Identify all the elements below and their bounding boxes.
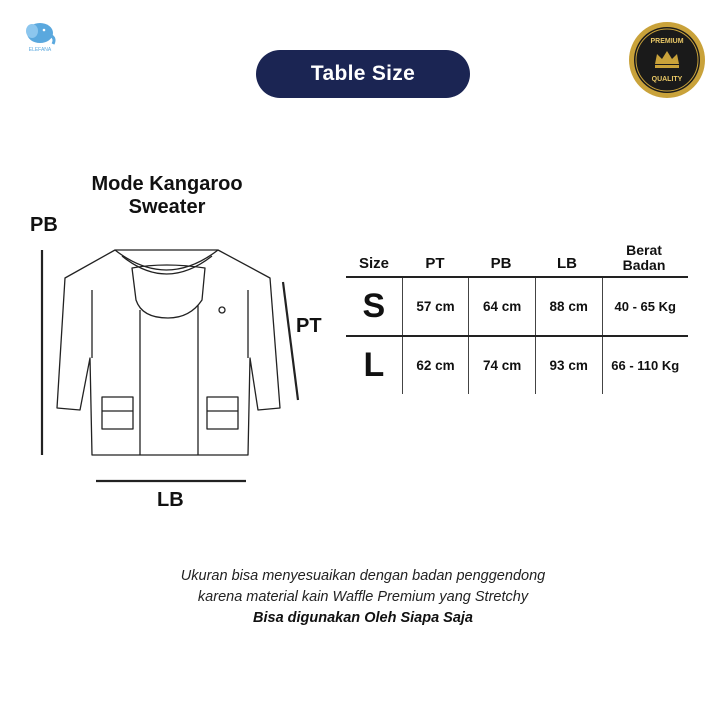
row-berat: 40 - 65 Kg (602, 278, 689, 335)
row-size: S (362, 287, 386, 325)
page-title: Table Size (256, 50, 470, 98)
sweater-outline (57, 250, 280, 455)
footer-line-3: Bisa digunakan Oleh Siapa Saja (253, 610, 473, 626)
row-pb: 64 cm (468, 278, 535, 335)
header-berat-badan (600, 243, 688, 273)
logo-text: ELEFANA (28, 47, 52, 52)
badge-bottom-text: QUALITY (651, 76, 683, 83)
kangaroo-pouch-flap (132, 265, 205, 318)
table-row (346, 278, 688, 337)
left-pocket (102, 397, 133, 429)
table-row (346, 337, 688, 394)
garment-title-line1: Mode Kangaroo (91, 173, 243, 195)
size-table (346, 236, 688, 394)
row-lb: 88 cm (535, 278, 602, 335)
row-pt: 62 cm (402, 337, 469, 394)
row-pt: 57 cm (402, 278, 469, 335)
header-pb: PB (490, 255, 512, 272)
footer-note (0, 566, 726, 629)
pt-measure-line (283, 282, 298, 400)
header-berat: Berat (626, 242, 662, 258)
header-size: Size (358, 255, 389, 272)
garment-title-line2: Sweater (128, 196, 206, 218)
row-size: L (363, 346, 385, 384)
row-lb: 93 cm (535, 337, 602, 394)
header-badan: Badan (622, 257, 666, 273)
pt-label: PT (296, 315, 322, 337)
lb-label: LB (157, 489, 184, 511)
row-pb: 74 cm (468, 337, 535, 394)
footer-line-1: Ukuran bisa menyesuaikan dengan badan penggendong (180, 568, 546, 584)
row-berat: 66 - 110 Kg (602, 337, 689, 394)
right-pocket (207, 397, 238, 429)
badge-top-text: PREMIUM (650, 38, 684, 45)
header-lb: LB (557, 255, 577, 272)
header-pt: PT (425, 255, 445, 272)
pb-label: PB (30, 214, 58, 236)
table-header (346, 236, 688, 278)
footer-line-2: karena material kain Waffle Premium yang Stretchy (197, 589, 529, 605)
